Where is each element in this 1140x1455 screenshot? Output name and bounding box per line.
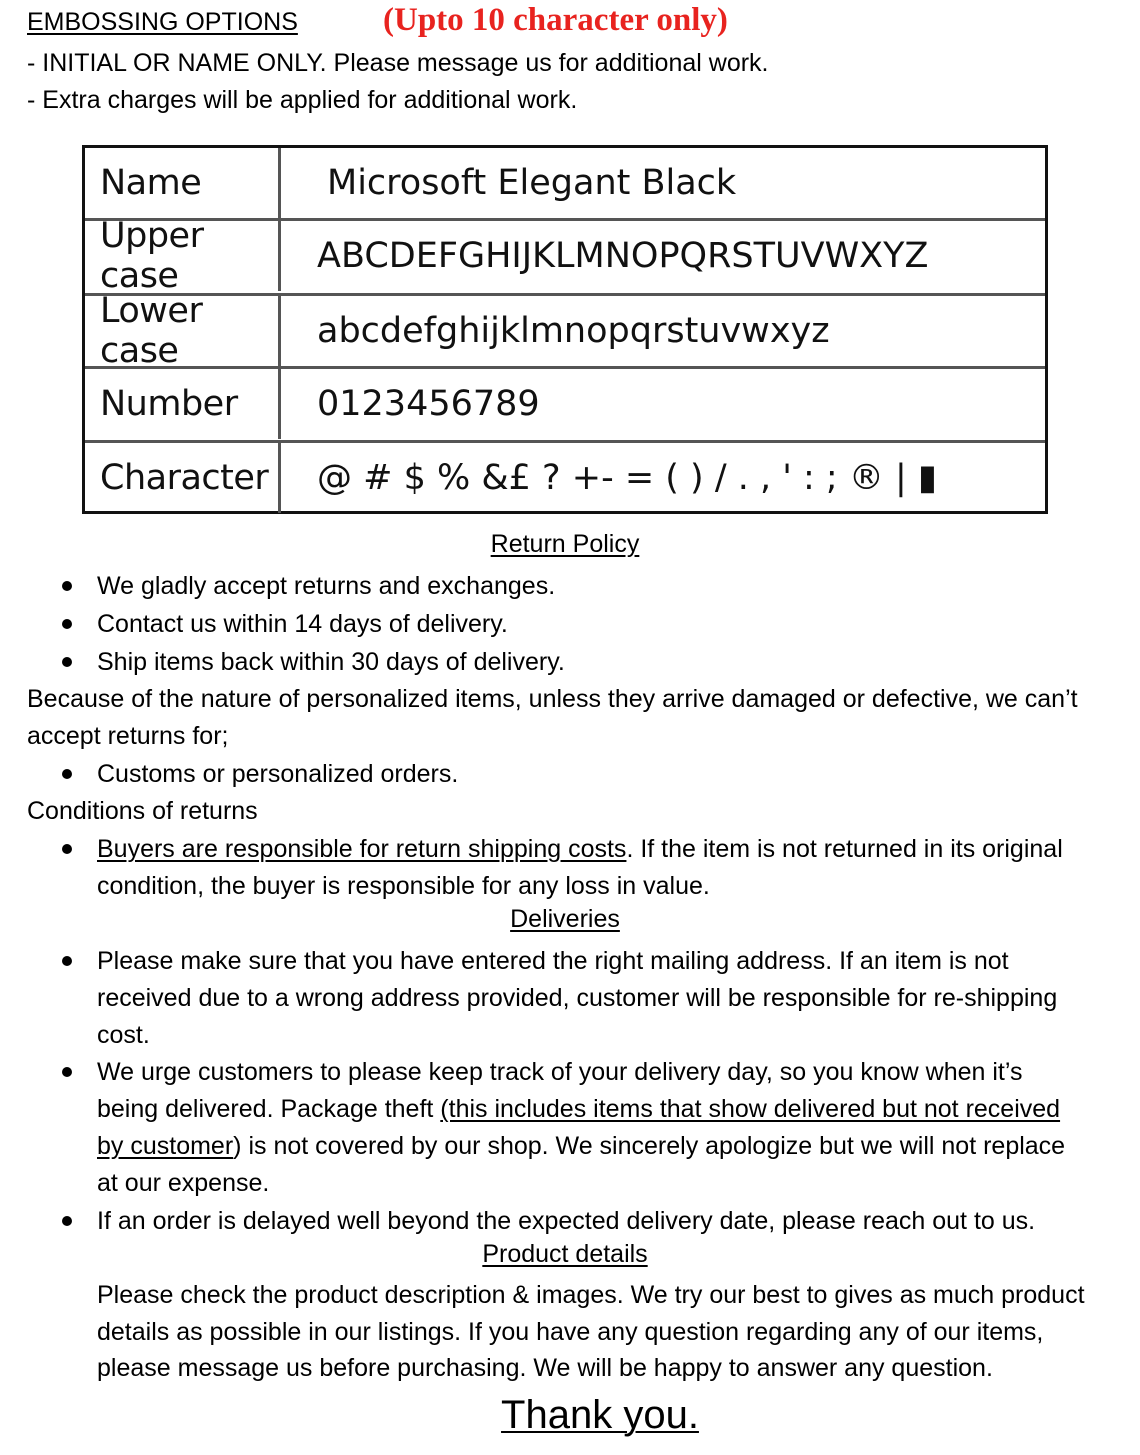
bullet-icon bbox=[62, 657, 72, 667]
row-value: 0123456789 bbox=[317, 384, 540, 424]
row-value: ABCDEFGHIJKLMNOPQRSTUVWXYZ bbox=[317, 236, 929, 276]
table-row bbox=[85, 291, 1045, 371]
theft-clause-rest: ) is not covered by our shop. We sincerely apologize but we will not replace bbox=[233, 1132, 1066, 1160]
product-details-line: Please check the product description & images. We try our best to gives as much product bbox=[97, 1281, 1085, 1309]
bullet-icon bbox=[62, 581, 72, 591]
row-label: Upper case bbox=[85, 221, 281, 291]
theft-clause-emphasis: (this includes items that show delivered but not received bbox=[440, 1095, 1061, 1123]
list-item-continuation: at our expense. bbox=[97, 1169, 270, 1197]
bullet-icon bbox=[62, 769, 72, 779]
extra-charges-line: - Extra charges will be applied for additional work. bbox=[27, 86, 578, 114]
bullet-icon bbox=[62, 1216, 72, 1226]
shipping-costs-emphasis: Buyers are responsible for return shipping costs bbox=[97, 835, 627, 863]
product-details-title: Product details bbox=[482, 1240, 648, 1268]
bullet-icon bbox=[62, 844, 72, 854]
table-row bbox=[85, 216, 1045, 296]
table-row bbox=[85, 148, 1045, 218]
list-item-continuation: received due to a wrong address provided, customer will be responsible for re-shipping bbox=[97, 984, 1058, 1012]
list-item-continuation bbox=[97, 1091, 1060, 1128]
list-item-continuation bbox=[97, 1128, 1065, 1165]
list-item: Contact us within 14 days of delivery. bbox=[97, 610, 508, 638]
list-item: We urge customers to please keep track of your delivery day, so you know when it’s bbox=[97, 1058, 1023, 1086]
list-item: If an order is delayed well beyond the expected delivery date, please reach out to us. bbox=[97, 1207, 1036, 1235]
return-policy-title: Return Policy bbox=[490, 530, 640, 558]
deliveries-title: Deliveries bbox=[510, 905, 620, 933]
initial-name-emphasis: - INITIAL OR NAME ONLY bbox=[27, 49, 320, 77]
initial-name-rest: . Please message us for additional work. bbox=[319, 49, 769, 77]
nature-text-line-1: Because of the nature of personalized items, unless they arrive damaged or defective, we can’t bbox=[27, 685, 1078, 713]
package-theft-text: being delivered. Package theft bbox=[97, 1095, 441, 1123]
font-sample-table bbox=[82, 145, 1048, 514]
product-details-line: please message us before purchasing. We will be happy to answer any question. bbox=[97, 1354, 993, 1382]
embossing-options-title: EMBOSSING OPTIONS bbox=[27, 8, 298, 36]
bullet-icon bbox=[62, 956, 72, 966]
nature-text-line-2: accept returns for; bbox=[27, 722, 229, 750]
row-label: Character bbox=[85, 443, 281, 513]
list-item-continuation: cost. bbox=[97, 1021, 150, 1049]
row-label: Name bbox=[85, 148, 281, 218]
theft-clause-emphasis-end: by customer bbox=[97, 1132, 234, 1160]
character-limit-note: (Upto 10 character only) bbox=[383, 2, 728, 38]
table-row bbox=[85, 366, 1045, 439]
list-item: Ship items back within 30 days of delivery. bbox=[97, 648, 565, 676]
list-item: We gladly accept returns and exchanges. bbox=[97, 572, 556, 600]
row-value: Microsoft Elegant Black bbox=[327, 163, 737, 203]
row-value: @ # $ % &£ ? +- = ( ) / . , ' : ; ® | ▮ bbox=[317, 458, 938, 498]
list-item-continuation: condition, the buyer is responsible for any loss in value. bbox=[97, 872, 710, 900]
row-label: Lower case bbox=[85, 296, 281, 366]
bullet-icon bbox=[62, 1067, 72, 1077]
row-label: Number bbox=[85, 369, 281, 439]
bullet-icon bbox=[62, 619, 72, 629]
conditions-title: Conditions of returns bbox=[27, 797, 258, 825]
initial-name-line bbox=[27, 45, 769, 82]
product-details-line: details as possible in our listings. If you have any question regarding any of our items, bbox=[97, 1318, 1044, 1346]
table-row bbox=[85, 440, 1045, 513]
condition-rest: . If the item is not returned in its original bbox=[626, 835, 1063, 863]
list-item: Customs or personalized orders. bbox=[97, 760, 459, 788]
list-item bbox=[97, 831, 1063, 868]
list-item: Please make sure that you have entered the right mailing address. If an item is not bbox=[97, 947, 1009, 975]
thank-you-closing: Thank you. bbox=[501, 1393, 699, 1437]
row-value: abcdefghijklmnopqrstuvwxyz bbox=[317, 311, 830, 351]
